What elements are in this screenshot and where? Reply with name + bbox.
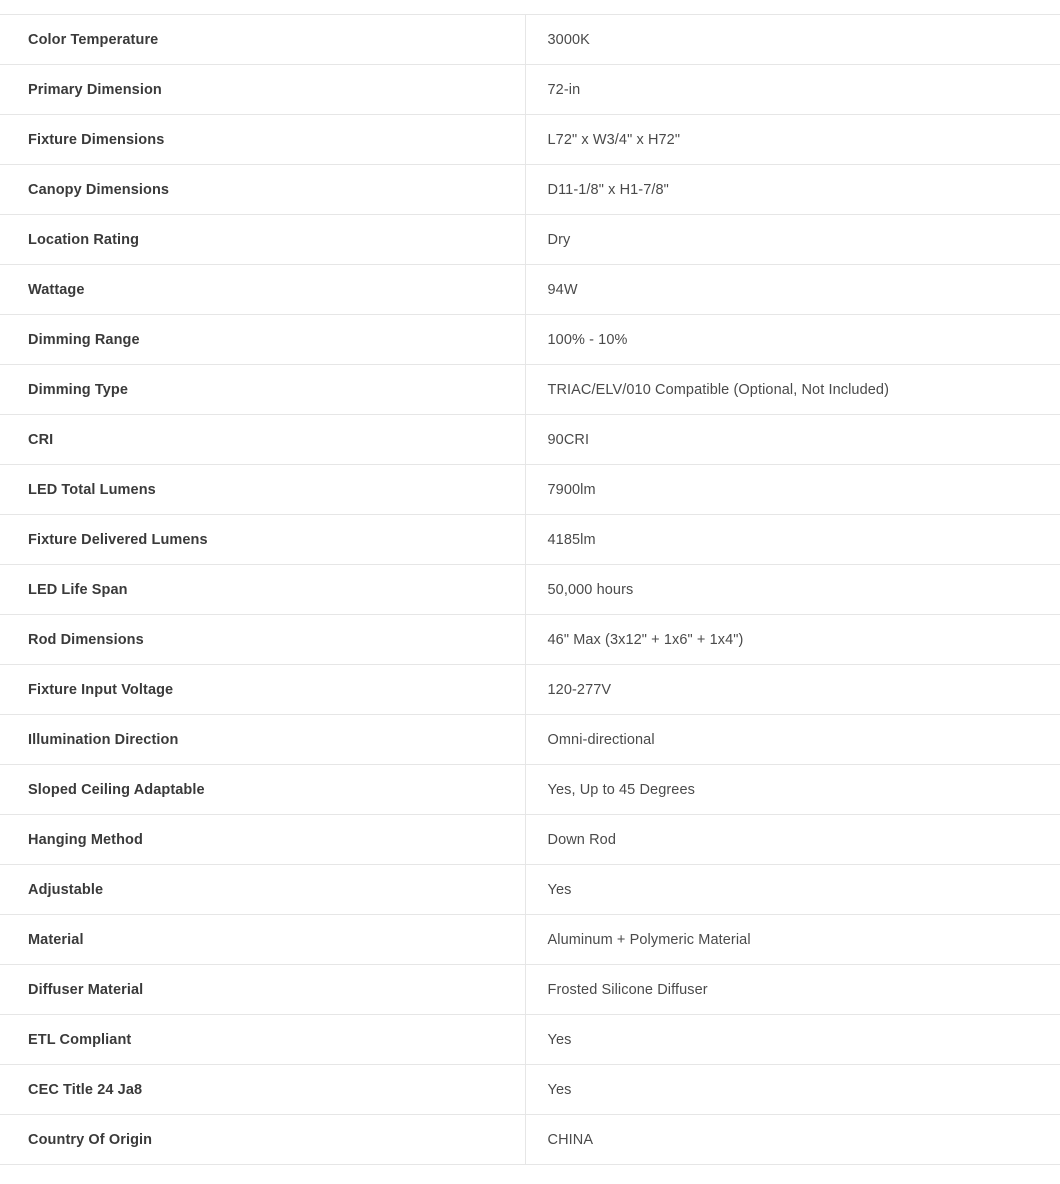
- table-row: [0, 1065, 1060, 1115]
- spec-value: Dry: [525, 215, 1060, 265]
- spec-value: 90CRI: [525, 415, 1060, 465]
- table-row: [0, 415, 1060, 465]
- spec-value: L72" x W3/4" x H72": [525, 115, 1060, 165]
- spec-label: Rod Dimensions: [0, 615, 525, 665]
- spec-value: D11-1/8" x H1-7/8": [525, 165, 1060, 215]
- table-row: [0, 365, 1060, 415]
- spec-value: Aluminum + Polymeric Material: [525, 915, 1060, 965]
- table-row: [0, 315, 1060, 365]
- table-row: [0, 15, 1060, 65]
- spec-label: LED Life Span: [0, 565, 525, 615]
- spec-label: Fixture Delivered Lumens: [0, 515, 525, 565]
- spec-value: 72-in: [525, 65, 1060, 115]
- spec-value: 4185lm: [525, 515, 1060, 565]
- spec-label: Country Of Origin: [0, 1115, 525, 1165]
- table-row: [0, 215, 1060, 265]
- table-row: [0, 115, 1060, 165]
- spec-label: CRI: [0, 415, 525, 465]
- table-row: [0, 1015, 1060, 1065]
- table-row: [0, 465, 1060, 515]
- spec-value: 120-277V: [525, 665, 1060, 715]
- spec-label: LED Total Lumens: [0, 465, 525, 515]
- product-specifications-table: [0, 14, 1060, 1165]
- spec-label: Canopy Dimensions: [0, 165, 525, 215]
- spec-value: 3000K: [525, 15, 1060, 65]
- table-row: [0, 965, 1060, 1015]
- table-row: [0, 65, 1060, 115]
- table-row: [0, 1115, 1060, 1165]
- spec-label: Color Temperature: [0, 15, 525, 65]
- spec-label: Material: [0, 915, 525, 965]
- spec-value: Yes: [525, 865, 1060, 915]
- spec-value: 100% - 10%: [525, 315, 1060, 365]
- spec-value: Yes: [525, 1065, 1060, 1115]
- spec-label: Wattage: [0, 265, 525, 315]
- table-row: [0, 865, 1060, 915]
- spec-label: Dimming Type: [0, 365, 525, 415]
- spec-value: 94W: [525, 265, 1060, 315]
- spec-label: CEC Title 24 Ja8: [0, 1065, 525, 1115]
- spec-value: TRIAC/ELV/010 Compatible (Optional, Not Included): [525, 365, 1060, 415]
- spec-value: 46" Max (3x12" + 1x6" + 1x4"): [525, 615, 1060, 665]
- spec-label: Fixture Input Voltage: [0, 665, 525, 715]
- table-row: [0, 815, 1060, 865]
- table-row: [0, 715, 1060, 765]
- table-row: [0, 615, 1060, 665]
- spec-value: CHINA: [525, 1115, 1060, 1165]
- table-row: [0, 565, 1060, 615]
- spec-value: 50,000 hours: [525, 565, 1060, 615]
- spec-label: Adjustable: [0, 865, 525, 915]
- table-row: [0, 515, 1060, 565]
- spec-label: Primary Dimension: [0, 65, 525, 115]
- table-body: [0, 15, 1060, 1165]
- spec-value: 7900lm: [525, 465, 1060, 515]
- table-row: [0, 665, 1060, 715]
- spec-label: Sloped Ceiling Adaptable: [0, 765, 525, 815]
- spec-label: Dimming Range: [0, 315, 525, 365]
- spec-label: Illumination Direction: [0, 715, 525, 765]
- spec-value: Omni-directional: [525, 715, 1060, 765]
- table-row: [0, 265, 1060, 315]
- spec-value: Yes, Up to 45 Degrees: [525, 765, 1060, 815]
- table-row: [0, 765, 1060, 815]
- spec-label: Location Rating: [0, 215, 525, 265]
- spec-label: Fixture Dimensions: [0, 115, 525, 165]
- spec-label: ETL Compliant: [0, 1015, 525, 1065]
- spec-value: Yes: [525, 1015, 1060, 1065]
- spec-value: Frosted Silicone Diffuser: [525, 965, 1060, 1015]
- spec-label: Hanging Method: [0, 815, 525, 865]
- table-row: [0, 165, 1060, 215]
- spec-label: Diffuser Material: [0, 965, 525, 1015]
- table-row: [0, 915, 1060, 965]
- spec-value: Down Rod: [525, 815, 1060, 865]
